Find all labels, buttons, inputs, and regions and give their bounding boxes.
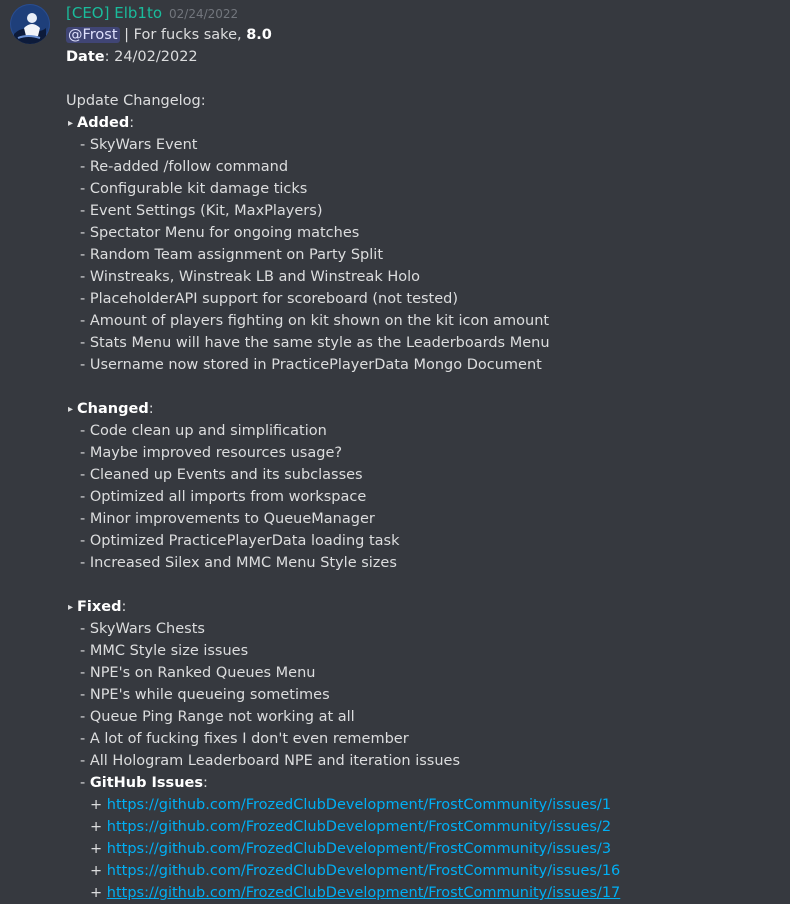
intro-text: | For fucks sake, bbox=[119, 27, 247, 43]
plus-prefix: + bbox=[90, 885, 107, 901]
spacer bbox=[66, 376, 781, 398]
avatar-image-icon bbox=[10, 4, 50, 44]
section-title: Fixed bbox=[77, 599, 122, 615]
date-label: Date bbox=[66, 49, 105, 65]
list-item: - Random Team assignment on Party Split bbox=[80, 247, 383, 263]
list-item: - Winstreaks, Winstreak LB and Winstreak Holo bbox=[80, 269, 420, 285]
list-item: - Spectator Menu for ongoing matches bbox=[80, 225, 360, 241]
section-header-fixed: ▸ Fixed: bbox=[68, 599, 127, 615]
spacer bbox=[66, 574, 781, 596]
avatar[interactable] bbox=[10, 4, 50, 44]
issue-link[interactable]: https://github.com/FrozedClubDevelopment/FrostCommunity/issues/17 bbox=[106, 885, 621, 901]
user-mention[interactable]: @Frost bbox=[68, 27, 118, 43]
list-item: - SkyWars Chests bbox=[80, 621, 205, 637]
list-item: - NPE's on Ranked Queues Menu bbox=[80, 665, 316, 681]
list-item: - Configurable kit damage ticks bbox=[80, 181, 308, 197]
plus-prefix: + bbox=[90, 797, 107, 813]
triangle-bullet-icon: ▸ bbox=[68, 602, 74, 613]
list-item: - Optimized all imports from workspace bbox=[80, 489, 367, 505]
section-title: Added bbox=[77, 115, 130, 131]
intro-line bbox=[66, 24, 781, 46]
issue-link-item bbox=[66, 838, 781, 860]
message-content bbox=[66, 2, 781, 904]
section-header-changed: ▸ Changed: bbox=[68, 401, 154, 417]
list-item: - Queue Ping Range not working at all bbox=[80, 709, 355, 725]
version-number: 8.0 bbox=[246, 27, 272, 43]
plus-prefix: + bbox=[90, 863, 107, 879]
section-header-added: ▸ Added: bbox=[68, 115, 135, 131]
issue-link-item bbox=[66, 794, 781, 816]
github-issues-label: GitHub Issues bbox=[89, 775, 203, 791]
list-item: - Event Settings (Kit, MaxPlayers) bbox=[80, 203, 323, 219]
changelog-title: Update Changelog: bbox=[66, 93, 206, 109]
list-item: - Code clean up and simplification bbox=[80, 423, 327, 439]
issue-link[interactable]: https://github.com/FrozedClubDevelopment/FrostCommunity/issues/2 bbox=[106, 819, 612, 835]
list-item: - Optimized PracticePlayerData loading task bbox=[80, 533, 400, 549]
triangle-bullet-icon: ▸ bbox=[68, 118, 74, 129]
list-item: - A lot of fucking fixes I don't even remember bbox=[80, 731, 409, 747]
issue-link-item bbox=[66, 860, 781, 882]
author-name[interactable]: [CEO] Elb1to bbox=[66, 4, 162, 22]
date-line bbox=[66, 46, 781, 68]
list-item: - PlaceholderAPI support for scoreboard (not tested) bbox=[80, 291, 459, 307]
section-title: Changed bbox=[77, 401, 149, 417]
list-dash: - bbox=[80, 775, 90, 791]
list-item: - Minor improvements to QueueManager bbox=[80, 511, 375, 527]
list-item: - Stats Menu will have the same style as the Leaderboards Menu bbox=[80, 335, 550, 351]
list-item: - MMC Style size issues bbox=[80, 643, 249, 659]
list-item: - Re-added /follow command bbox=[80, 159, 289, 175]
issue-link-item bbox=[66, 882, 781, 904]
plus-prefix: + bbox=[90, 819, 107, 835]
issue-link[interactable]: https://github.com/FrozedClubDevelopment/FrostCommunity/issues/1 bbox=[106, 797, 612, 813]
triangle-bullet-icon: ▸ bbox=[68, 404, 74, 415]
list-item: - SkyWars Event bbox=[80, 137, 198, 153]
list-item: - Cleaned up Events and its subclasses bbox=[80, 467, 363, 483]
issue-link[interactable]: https://github.com/FrozedClubDevelopment/FrostCommunity/issues/16 bbox=[106, 863, 621, 879]
list-item: - NPE's while queueing sometimes bbox=[80, 687, 330, 703]
list-item: - Amount of players fighting on kit shown on the kit icon amount bbox=[80, 313, 550, 329]
list-item: - All Hologram Leaderboard NPE and iteration issues bbox=[80, 753, 461, 769]
message-timestamp: 02/24/2022 bbox=[169, 7, 239, 21]
spacer bbox=[66, 68, 781, 90]
date-value: : 24/02/2022 bbox=[104, 49, 198, 65]
issue-link[interactable]: https://github.com/FrozedClubDevelopment/FrostCommunity/issues/3 bbox=[106, 841, 612, 857]
list-item: - Maybe improved resources usage? bbox=[80, 445, 343, 461]
message-header bbox=[66, 2, 781, 24]
github-issues-header: - GitHub Issues: bbox=[80, 775, 208, 791]
list-item: - Increased Silex and MMC Menu Style sizes bbox=[80, 555, 397, 571]
plus-prefix: + bbox=[90, 841, 107, 857]
issue-link-item bbox=[66, 816, 781, 838]
list-item: - Username now stored in PracticePlayerData Mongo Document bbox=[80, 357, 542, 373]
